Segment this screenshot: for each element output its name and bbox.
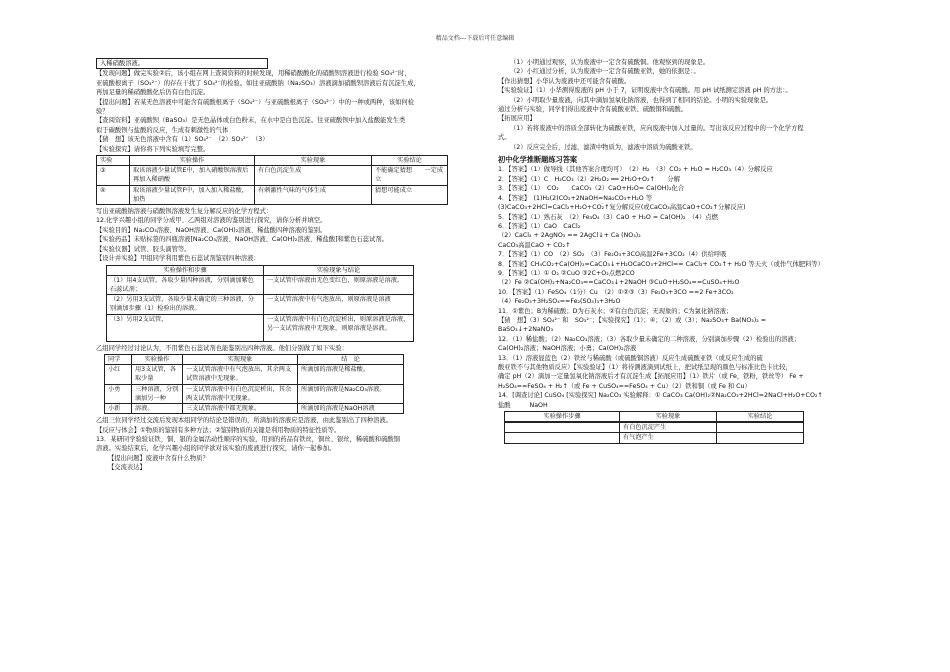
t3-cell: 小红 xyxy=(105,365,132,384)
answer-line: 9．【答案】（1）① O₂ ②CuO ③2C+O₂点燃2CO xyxy=(498,269,635,277)
t4-head-2: 实验结论 xyxy=(717,412,804,422)
answer-line: 4．【答案】 (1)H₂(2)CO₂+2NaOH=Na₂CO₃+H₂O 等 xyxy=(498,194,653,202)
t1-cell: 取该溶液少量试管E中，加入硝酸钡溶液后再加入稀硝酸 xyxy=(130,166,255,185)
t1-cell: 不能确定猜想 一定成立 xyxy=(372,166,448,185)
right-paragraphs-a xyxy=(498,58,858,152)
answer-line: （2）Fe ②Ca(OH)₂+Na₂CO₃==CaCO₃↓+2NaOH ③CuO+H₂SO₄==CuSO₄+H₂O xyxy=(498,279,740,287)
t1-cell: 猜想可能成立 xyxy=(372,185,448,204)
t3-head-1: 实验操作 xyxy=(132,354,183,364)
t3-head-3: 结 论 xyxy=(298,354,404,364)
t4-cell xyxy=(505,423,620,433)
text-line: 【猜 想】该无色溶液中含有（1）SO₄²⁻ （2）SO₃²⁻ （3） xyxy=(96,136,269,144)
answer-line: 8．【答案】CH₄CO₂+Ca(OH)₂=CaCO₃↓+H₂OCaCO₃+2HCl== CaCl₂+ CO₂↑+ H₂O 等天火（或作气体肥料等） xyxy=(498,260,824,268)
text-line: 【实验探究】请你将下列实验填写完整。 xyxy=(96,145,210,153)
text-line: 【设计并实验】甲组同学利用紫色石蕊试剂鉴别四种溶液： xyxy=(96,255,260,263)
answer-line: CaCO₃高温CaO + CO₂↑ xyxy=(498,241,571,249)
text-line: 通过分析与实验，同学们得出废液中含有硫酸亚铁、硫酸铜和硫酸。 xyxy=(498,106,687,114)
t4-cell xyxy=(717,423,804,433)
experiment-table-4 xyxy=(504,411,804,444)
t3-cell: 所滴加的溶液是稀盐酸。 xyxy=(298,365,404,384)
text-line: 【拓展应用】 xyxy=(498,115,536,123)
t2-head-1: 实验现象与结论 xyxy=(264,265,414,275)
t4-head-0: 实验操作步骤 xyxy=(505,412,620,422)
text-line: （1）小明通过观察，认为废液中一定含有硫酸铜。他观察到的现象是。 xyxy=(510,59,710,66)
answer-line: （4）Fe₂O₃+3H₂SO₄==Fe₂(SO₄)₃+3H₂O xyxy=(498,298,621,306)
t4-cell xyxy=(505,433,620,443)
text-line: 【作出猜想】小华认为废液中还可能含有硫酸。 xyxy=(498,77,631,85)
left-paragraphs-a xyxy=(96,69,448,154)
answer-line: 10．【答案】（1）FeSO₄（1分）Cu （2）①②③（3）Fe₂O₃+3CO ==2 Fe+3CO₂ xyxy=(498,288,734,296)
experiment-table-3 xyxy=(104,354,404,414)
left-paragraphs-b xyxy=(96,207,448,263)
t2-cell: 一支试管溶液中有气泡放出，则原溶液是溶液 xyxy=(264,295,414,314)
t2-cell: （2）另用3支试管，各取少量未确定的三种溶液，分别滴加步骤（1）检验出的溶液。 xyxy=(107,295,264,314)
text-line: 【实验仪器】试管、胶头滴管等。 xyxy=(96,245,191,253)
t3-cell: 一支试管溶液中有气泡放出，其余两支试管溶液中无现象。 xyxy=(183,365,298,384)
answer-line: 3．【答案】（1） CO₂ CaCO₃（2）CaO+H₂O= Ca(OH)₂化合 xyxy=(498,185,685,193)
t2-cell: 一支试管溶液中有白色沉淀析出，则原溶液是溶液，另一支试管溶液中无现象，则原溶液是溶液。 xyxy=(264,314,414,341)
text-line: 【反应与体会】①物质的鉴别有多种方法；②鉴别物质的关键是利用物质的特征性质等。 xyxy=(96,426,341,434)
answer-line: 2．【答案】（1）C H₂CO₃（2）2H₂O₂ ══ 2H₂O+O₂↑ 分解 xyxy=(498,175,680,183)
t2-cell: （1）用4支试管，各取少量四种溶液，分别滴加紫色石蕊试剂； xyxy=(107,275,264,294)
page-header: 精品文档---下载后可任意编辑 xyxy=(435,35,515,42)
answer-line: H₂SO₄==FeSO₄ + H₂↑（或 Fe + CuSO₄==FeSO₄ + Cu）（2）铁和铜（或 Fe 和 Cu） xyxy=(498,382,751,390)
t3-cell: 用3支试管，各取少量 xyxy=(132,365,183,384)
text-line: 乙组三位同学经过交流后发现本组同学的结论是错误的，所滴加的溶液应是溶液，由此鉴别出了四种溶液。 xyxy=(96,417,392,425)
answer-line: （2）CaCl₂ + 2AgNO₃ == 2AgCl↓+ Ca (NO₃)₂ xyxy=(498,232,641,240)
t1-head-0: 实验 xyxy=(97,156,130,166)
t2-cell: 一支试管中溶液由无色变红色，则原溶液是溶液。 xyxy=(264,275,414,294)
text-line: 溶液。实验结束后，化学兴趣小组的同学欲对该实验的废液进行探究，请你一起参加。 xyxy=(96,445,336,453)
t4-cell: 有白色沉淀产生 xyxy=(620,423,717,433)
t1-cell: ③ xyxy=(97,166,130,185)
t1-head-1: 实验操作 xyxy=(130,156,255,166)
text-line: 亚硫酸根离子（SO₃²⁻）的存在干扰了 SO₄²⁻的检验。如往亚硫酸钠（Na₂SO₃）溶液滴加硝酸钡溶液后有沉淀生成， xyxy=(96,79,420,87)
text-line: 12.化学兴趣小组的同学分成甲、乙两组对溶液的鉴别进行探究，请你分析并填空。 xyxy=(96,217,327,225)
text-line: 式。 xyxy=(498,134,511,142)
t2-cell: （3）另用2支试管， xyxy=(107,314,264,341)
t3-cell: 溶液。 xyxy=(132,403,183,413)
answer-line: 14．[调查讨论] CuSO₄ [实验探究] Na₂CO₃ 实验解释：① CaCO₃ Ca(OH)₂②Na₂CO₃+2HCl=2NaCl+H₂O+CO₂↑ xyxy=(498,392,823,400)
t3-cell: 三支试管溶液中都无现象。 xyxy=(183,403,298,413)
text-line: 再加足量的稀硝酸酸化后仍有白色沉淀。 xyxy=(96,89,210,97)
answers-list xyxy=(498,165,858,410)
text-line: 【实验药品】未贴标签的四瓶溶液[Na₂CO₃溶液、NaOH溶液、Ca(OH)₂溶液、稀盐酸]和紫色石蕊试剂。 xyxy=(96,236,388,244)
t3-head-2: 实现现象 xyxy=(183,354,298,364)
group-b-intro: 乙组同学经过讨论认为，不用紫色石蕊试剂也能鉴别出四种溶液。他们分别做了如下实验： xyxy=(96,344,348,352)
answer-line: 11．①紫色；B为稀硫酸；D为石灰水；②有白色沉淀；无现象的；C为氯化钠溶液； xyxy=(498,307,733,315)
t3-cell: 三种溶液，分别滴加另一种 xyxy=(132,384,183,403)
experiment-table-1 xyxy=(96,155,448,205)
t2-head-0: 实验操作和步骤 xyxy=(107,265,264,275)
t1-cell: ④ xyxy=(97,185,130,204)
answer-line: 7．【答案】（1）CO （2）SO₂ （3）Fe₂O₃+3CO高温2Fe+3CO₂（4）供给呼吸 xyxy=(498,251,727,259)
text-line: 【发现问题】做完实验②后，该小组在网上查阅资料的时候发现，用稀硝酸酸化的硝酸钡溶液进行检验 SO₄²⁻时， xyxy=(96,70,411,78)
answer-line: (3)CaCO₃+2HCl=CaCl₂+H₂O+CO₂↑复分解反应(或CaCO₃高温CaO+CO₂↑分解反应) xyxy=(498,204,746,212)
answer-line: 5．【答案】（1）熟石灰 （2）Fe₃O₄（3）CaO + H₂O = Ca(OH)₂ （4）点燃 xyxy=(498,213,718,221)
text-line: 【实验验证】（1）小华测得废液的 pH 小于 7，证明废液中含有硫酸。用 pH 试纸测定溶液 pH 的方法：。 xyxy=(498,87,792,95)
answer-line: 12．（1）稀盐酸；（2）Na₂CO₃溶液；（3）各取少量未确定的二种溶液，分别滴加步骤（2）检验出的溶液； xyxy=(498,335,801,343)
text-line: （2）小明取少量废液，向其中滴加氢氧化钠溶液，也得到了相同的结论。小明的实验现象是。 xyxy=(510,96,773,104)
answer-line: 酸亚铁不与其他物质反应）【实验验证】（1）将待测液滴到试纸上，把试纸呈现的颜色与标准比色卡比较， xyxy=(498,364,792,371)
t3-cell: 小新 xyxy=(105,403,132,413)
text-line: （2）反应完全后，过滤，滤渣中物质为，滤液中溶质为硫酸亚铁。 xyxy=(510,143,697,151)
text-line: 13．某研同学验验证铁、铜、银的金属活动性顺序的实验，用到的药品有铁丝，铜丝、银丝，稀硫酸和硫酸铜 xyxy=(96,435,400,443)
answer-line: 1．【答案】（1）做导线（其他答案合理均可） （2）H₂ （3）CO₂ + H₂O = H₂CO₃（4）分解反应 xyxy=(498,166,773,174)
experiment-table-2 xyxy=(106,265,414,342)
t1-cell: 有白色沉淀生成 xyxy=(255,166,372,185)
answer-line: Ca(OH)₂溶液；NaOH溶液；小勇；Ca(OH)₂溶液 xyxy=(498,345,637,353)
text-line: 【实验目的】Na₂CO₃溶液、NaOH溶液、Ca(OH)₂溶液、稀盐酸四种溶液的鉴别。 xyxy=(96,226,327,234)
text-line: 【查阅资料】亚硫酸钡（BaSO₃）是无色晶体或白色粉末，在水中是白色沉淀。往亚硫酸钡中加入盐酸能发生类 xyxy=(96,117,406,125)
text-line: 【提出问题】废液中含有什么物质？ xyxy=(108,454,209,462)
answer-line: 确定 pH（2）滴加一定量氢氧化钠溶液后才有沉淀生成【拓展应用】（1）铁片（或 Fe，铁粉，铁丝等） Fe + xyxy=(498,373,804,381)
text-line: （2）小红通过分析，认为废液中一定含有硫酸亚铁，她的依据是：。 xyxy=(510,68,700,76)
t4-head-1: 实验现象 xyxy=(620,412,717,422)
t4-cell: 有气泡产生 xyxy=(620,433,717,443)
top-continuation-box: 入稀硝酸溶液。 xyxy=(96,58,268,69)
right-column xyxy=(498,58,858,446)
answers-title: 初中化学推断题练习答案 xyxy=(498,155,578,165)
text-line: 写出亚硫酸钠溶液与硝酸钡溶液发生复分解反应的化学方程式： xyxy=(96,208,273,216)
text-line: 验？ xyxy=(96,108,109,116)
t1-head-2: 实验现象 xyxy=(255,156,372,166)
left-column xyxy=(96,58,448,473)
t3-cell: 小勇 xyxy=(105,384,132,403)
text-line: （1）若将废液中的溶质全部转化为硫酸亚铁，应向废液中加入过量的。写出该反应过程中的一个化学方程 xyxy=(510,124,804,132)
t1-cell: 有刺激性气味的气体生成 xyxy=(255,185,372,204)
t1-cell: 取该溶液少量试管F中，加入加入稀盐酸，加热 xyxy=(130,185,255,204)
text-line: 似于碳酸钡与盐酸的反应，生成有刺激性的气体 xyxy=(96,126,229,134)
t3-cell: 所滴加的溶液是Na₂CO₃溶液。 xyxy=(298,384,404,403)
answer-line: 13．（1）溶液显蓝色（2）铁丝与稀硫酸（或硫酸铜溶液）反应生成硫酸亚铁（或反应生成的硫 xyxy=(498,354,763,362)
answer-line: 6．【答案】（1）CaO CaCl₂ xyxy=(498,222,581,230)
t4-cell xyxy=(717,433,804,443)
t3-head-0: 同学 xyxy=(105,354,132,364)
t3-cell: 一支试管溶液中有白色沉淀析出，其余两支试管溶液中无现象。 xyxy=(183,384,298,403)
text-line: 【交流表达】 xyxy=(108,464,146,472)
text-line: 【提出问题】若某无色溶液中可能含有硫酸根离子（SO₄²⁻）与亚硫酸根离子（SO₃²⁻）中的一种或两种，该如何检 xyxy=(96,98,415,106)
answer-line: 【猜 想】（3）SO₄²⁻ 和 SO₃²⁻；【实验探究】（1）；④；（2）或（3）；Na₂SO₃+ Ba(NO₃)₂ = xyxy=(498,316,767,324)
answer-line: BaSO₃↓+2NaNO₃ xyxy=(498,326,553,334)
t1-head-3: 实验结论 xyxy=(372,156,448,166)
t3-cell: 所滴加的溶液是NaOH溶液 xyxy=(298,403,404,413)
answer-line: 盐酸 NaOH xyxy=(498,401,548,409)
left-paragraphs-d xyxy=(96,416,448,472)
